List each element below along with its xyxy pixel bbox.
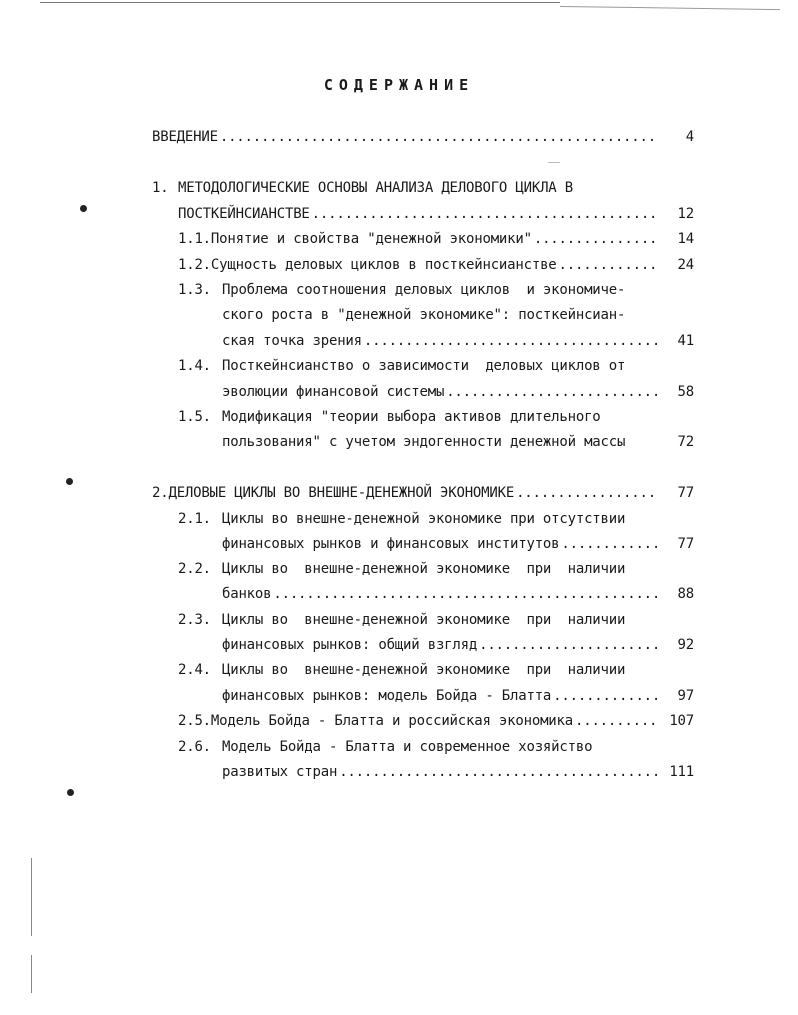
- section-title-line: Модель Бойда - Блатта и российская экономика: [210, 713, 573, 729]
- dot-leader: [446, 383, 658, 401]
- toc-page-number: 77: [677, 536, 694, 552]
- dot-leader: [534, 230, 658, 248]
- toc-page-number: 24: [677, 257, 694, 273]
- toc-section-2-1-line-2[interactable]: [222, 535, 694, 553]
- dot-leader: [220, 128, 658, 146]
- toc-chapter-1[interactable]: [152, 179, 652, 197]
- chapter-title-line: ПОСТКЕЙНСИАНСТВЕ: [178, 206, 310, 222]
- section-title-line: Модификация "теории выбора активов длительного: [222, 409, 601, 425]
- section-number: 2.4.: [178, 662, 211, 678]
- section-title-line: Модель Бойда - Блатта и современное хозяйство: [222, 739, 593, 755]
- section-title-line: финансовых рынков: общий взгляд: [222, 637, 478, 653]
- toc-page-number: 58: [677, 384, 694, 400]
- toc-section-1-5-line-2[interactable]: [222, 433, 694, 451]
- toc-chapter-1-continued[interactable]: [178, 205, 694, 223]
- section-title-line: ского роста в "денежной экономике": посткейнсиан-: [222, 307, 626, 323]
- toc-section-1-1[interactable]: [178, 230, 694, 248]
- chapter-title-line: ДЕЛОВЫЕ ЦИКЛЫ ВО ВНЕШНЕ-ДЕНЕЖНОЙ ЭКОНОМИКЕ: [168, 485, 515, 501]
- dot-leader: [312, 205, 658, 223]
- toc-section-1-4-line-2[interactable]: [222, 383, 694, 401]
- chapter-title-line: МЕТОДОЛОГИЧЕСКИЕ ОСНОВЫ АНАЛИЗА ДЕЛОВОГО ЦИКЛА В: [178, 180, 573, 196]
- section-title-line: Циклы во внешне-денежной экономике при наличии: [222, 561, 626, 577]
- section-title-line: Проблема соотношения деловых циклов и экономиче-: [222, 282, 626, 298]
- section-title-line: Циклы во внешне-денежной экономике при наличии: [222, 662, 626, 678]
- dot-leader: [561, 535, 658, 553]
- toc-page-number: 92: [677, 637, 694, 653]
- section-title-line: развитых стран: [222, 764, 338, 780]
- toc-section-2-4[interactable]: [178, 661, 658, 679]
- section-title-line: банков: [222, 586, 272, 602]
- toc-section-2-6-line-2[interactable]: [222, 763, 694, 781]
- dot-leader: [273, 585, 658, 603]
- section-title-line: Сущность деловых циклов в посткейнсианстве: [210, 257, 557, 273]
- toc-page-number: 4: [685, 129, 694, 145]
- toc-page-number: 107: [669, 713, 694, 729]
- section-number: 1.2.: [178, 257, 211, 273]
- toc-section-1-5[interactable]: [178, 408, 658, 426]
- dot-leader: [575, 712, 658, 730]
- toc-section-1-4[interactable]: [178, 357, 658, 375]
- toc-page-number: 41: [677, 333, 694, 349]
- dot-leader: [516, 484, 658, 502]
- toc-section-2-2[interactable]: [178, 560, 658, 578]
- section-title-line: Циклы во внешне-денежной экономике при отсутствии: [222, 511, 626, 527]
- toc-page-number: 77: [677, 485, 694, 501]
- toc-section-1-3-line-3[interactable]: [222, 332, 694, 350]
- toc-page-number: 111: [669, 764, 694, 780]
- section-title-line: финансовых рынков: модель Бойда - Блатта: [222, 688, 552, 704]
- toc-page-number: 14: [677, 231, 694, 247]
- chapter-number: 2.: [152, 485, 169, 501]
- dot-leader: [364, 332, 658, 350]
- toc-section-2-3[interactable]: [178, 611, 658, 629]
- toc-section-1-2[interactable]: [178, 256, 694, 274]
- toc-section-2-3-line-2[interactable]: [222, 636, 694, 654]
- toc-section-1-3-line-2[interactable]: [222, 306, 658, 324]
- section-number: 1.4.: [178, 358, 211, 374]
- section-title-line: эволюции финансовой системы: [222, 384, 445, 400]
- toc-entry-title: ВВЕДЕНИЕ: [152, 129, 218, 145]
- toc-section-2-5[interactable]: [178, 712, 694, 730]
- section-number: 2.3.: [178, 612, 211, 628]
- toc-page-number: 72: [677, 434, 694, 450]
- section-title-line: Посткейнсианство о зависимости деловых циклов от: [222, 358, 626, 374]
- section-number: 1.3.: [178, 282, 211, 298]
- chapter-number: 1.: [152, 180, 169, 196]
- toc-section-2-2-line-2[interactable]: [222, 585, 694, 603]
- dot-leader: [339, 763, 658, 781]
- section-title-line: Понятие и свойства "денежной экономики": [210, 231, 532, 247]
- dot-leader: [479, 636, 658, 654]
- toc-chapter-2[interactable]: [152, 484, 694, 502]
- section-number: 2.1.: [178, 511, 211, 527]
- section-number: 1.1.: [178, 231, 211, 247]
- section-number: 2.5.: [178, 713, 211, 729]
- section-title-line: финансовых рынков и финансовых институтов: [222, 536, 560, 552]
- toc-section-2-4-line-2[interactable]: [222, 687, 694, 705]
- section-title-line: пользования" с учетом эндогенности денежной массы: [222, 434, 626, 450]
- toc-page-number: 97: [677, 688, 694, 704]
- toc-section-1-3[interactable]: [178, 281, 658, 299]
- toc-section-2-6[interactable]: [178, 738, 658, 756]
- dot-leader: [553, 687, 658, 705]
- toc-entry-introduction[interactable]: [152, 128, 694, 146]
- section-number: 1.5.: [178, 409, 211, 425]
- toc-page-number: 12: [677, 206, 694, 222]
- page-title: СОДЕРЖАНИЕ: [323, 76, 475, 94]
- section-title-line: Циклы во внешне-денежной экономике при наличии: [222, 612, 626, 628]
- dot-leader: [559, 256, 658, 274]
- section-number: 2.6.: [178, 739, 211, 755]
- toc-section-2-1[interactable]: [178, 510, 658, 528]
- toc-page-number: 88: [677, 586, 694, 602]
- section-number: 2.2.: [178, 561, 211, 577]
- section-title-line: ская точка зрения: [222, 333, 362, 349]
